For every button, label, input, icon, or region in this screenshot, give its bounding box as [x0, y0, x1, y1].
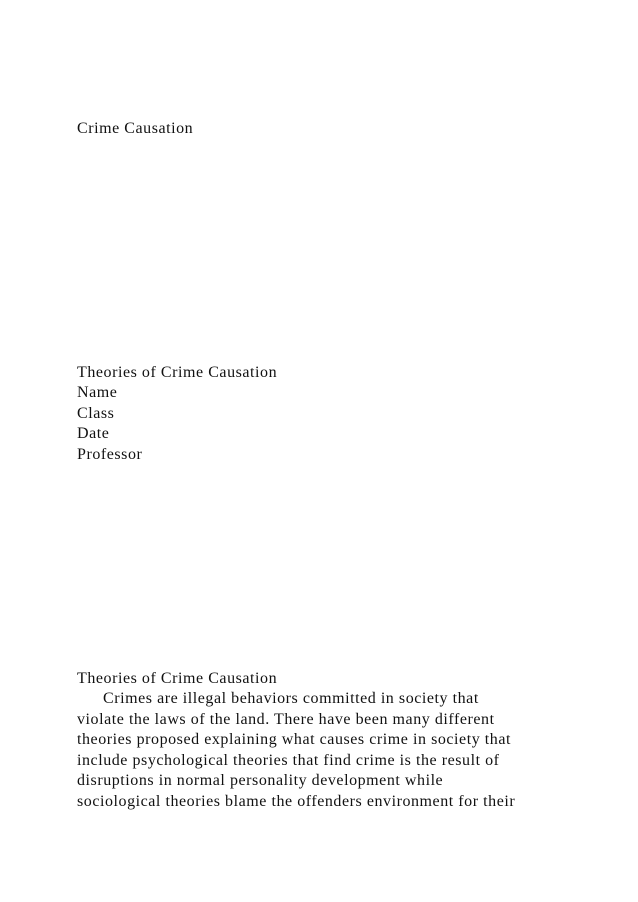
paper-title: Theories of Crime Causation — [77, 364, 278, 381]
class-name: Class — [77, 405, 115, 422]
author-name: Name — [77, 384, 118, 401]
body-line: include psychological theories that find crime is the result of — [77, 752, 500, 769]
body-line: theories proposed explaining what causes crime in society that — [77, 731, 511, 748]
body-line: Crimes are illegal behaviors committed in society that — [103, 690, 479, 707]
running-title: Crime Causation — [77, 120, 194, 137]
body-line: sociological theories blame the offenders environment for their — [77, 793, 516, 810]
professor: Professor — [77, 446, 143, 463]
date: Date — [77, 425, 110, 442]
body-line: disruptions in normal personality development while — [77, 772, 444, 789]
body-heading: Theories of Crime Causation — [77, 670, 278, 687]
body-line: violate the laws of the land. There have been many different — [77, 711, 495, 728]
